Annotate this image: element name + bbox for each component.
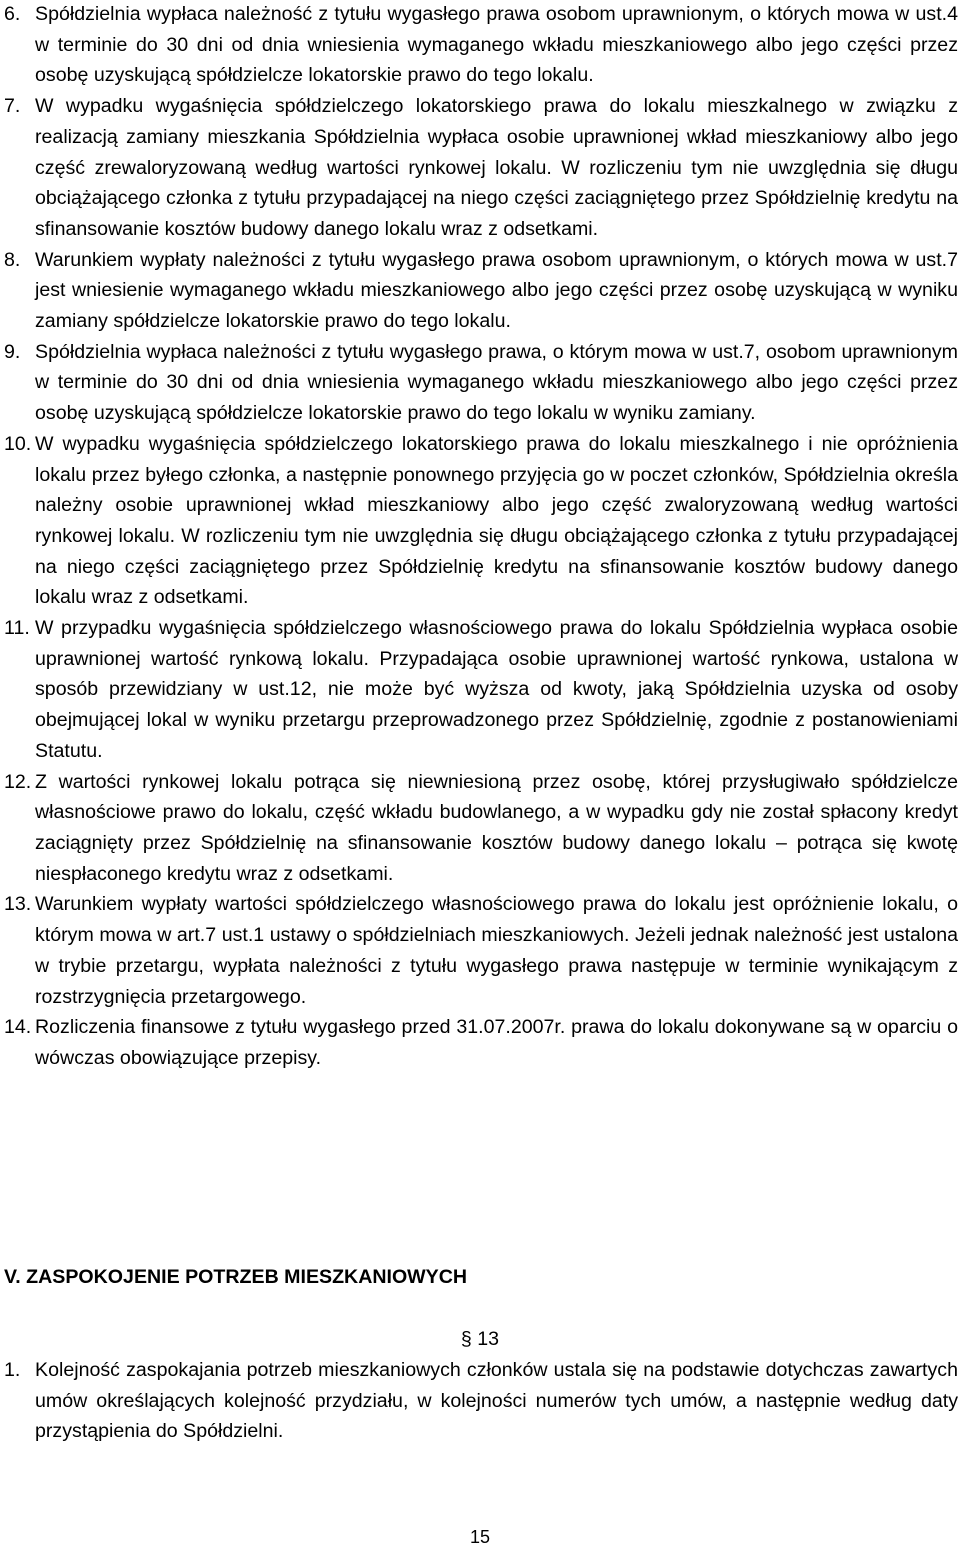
section-heading: V. ZASPOKOJENIE POTRZEB MIESZKANIOWYCH — [4, 1266, 468, 1288]
list-item — [0, 337, 960, 429]
list-item — [0, 613, 960, 767]
list-item — [0, 1012, 960, 1073]
list-item — [0, 0, 960, 91]
item-number: 6. — [4, 3, 21, 25]
item-text: Rozliczenia finansowe z tytułu wygasłego przed 31.07.2007r. prawa do lokalu dokonywane są w oparciu o wówczas obowiązujące przepisy. — [35, 1016, 958, 1069]
list-item — [0, 767, 960, 890]
item-text: Warunkiem wypłaty należności z tytułu wygasłego prawa osobom uprawnionym, o których mowa w ust.7 jest wniesienie wymaganego wkładu mieszkaniowego albo jego części przez osobę uzyskującą w wyniku zamiany spółdzielcze lokatorskie prawo do tego lokalu. — [35, 248, 958, 333]
paragraph-mark: § 13 — [460, 1328, 500, 1350]
item-number: 8. — [4, 248, 21, 271]
item-number: 1. — [4, 1359, 21, 1381]
item-number: 14. — [4, 1016, 32, 1039]
item-number: 7. — [4, 95, 21, 118]
item-text: W wypadku wygaśnięcia spółdzielczego lokatorskiego prawa do lokalu mieszkalnego i nie opróżnienia lokalu przez byłego członka, a następnie ponownego przyjęcia go w poczet członków, Spółdzielnia określa należny osobie uprawnionej wkład mieszkaniowy albo jego część zwaloryzowaną według wartości rynkowej lokalu. W rozliczeniu tym nie uwzględnia się długu obciążającego członka z tytułu przypadającej na niego części zaciągniętego przez Spółdzielnię kredytu na sfinansowanie kosztów budowy danego lokalu wraz z odsetkami. — [35, 432, 958, 609]
item-text: Z wartości rynkowej lokalu potrąca się niewniesioną przez osobę, której przysługiwało spółdzielcze własnościowe prawo do lokalu, część wkładu budowlanego, a w wypadku gdy nie został spłacony kredyt zaciągnięty przez Spółdzielnię na sfinansowanie kosztów budowy danego lokalu – potrąca się kwotę niespłaconego kredytu wraz z odsetkami. — [35, 770, 958, 885]
list-item — [0, 429, 960, 613]
item-text: W wypadku wygaśnięcia spółdzielczego lokatorskiego prawa do lokalu mieszkalnego w związku z realizacją zamiany mieszkania Spółdzielnia wypłaca osobie uprawnionej wkład mieszkaniowy albo jego część zrewaloryzowaną według wartości rynkowej lokalu. W rozliczeniu tym nie uwzględnia się długu obciążającego członka z tytułu przypadającej na niego części zaciągniętego przez Spółdzielnię kredytu na sfinansowanie kosztów budowy danego lokalu wraz z odsetkami. — [35, 95, 958, 240]
item-number: 11. — [4, 617, 30, 640]
item-number: 10. — [4, 432, 32, 455]
item-text: Spółdzielnia wypłaca należności z tytułu wygasłego prawa, o którym mowa w ust.7, osobom uprawnionym w terminie do 30 dni od dnia wniesienia wymaganego wkładu mieszkaniowego albo jego części przez osobę uzyskującą spółdzielcze lokatorskie prawo do tego lokalu w wyniku zamiany. — [35, 340, 958, 425]
list-item — [0, 91, 960, 245]
item-number: 12. — [4, 770, 32, 793]
item-text: Spółdzielnia wypłaca należność z tytułu wygasłego prawa osobom uprawnionym, o których mowa w ust.4 w terminie do 30 dni od dnia wniesienia wymaganego wkładu mieszkaniowego albo jego części przez osobę uzyskującą spółdzielcze lokatorskie prawo do tego lokalu. — [35, 3, 958, 87]
item-text: Warunkiem wypłaty wartości spółdzielczego własnościowego prawa do lokalu jest opróżnienie lokalu, o którym mowa w art.7 ust.1 ustawy o spółdzielniach mieszkaniowych. Jeżeli jednak należność jest ustalona w trybie przetargu, wypłata należności z tytułu wygasłego prawa następuje w terminie wynikającym z rozstrzygnięcia przetargowego. — [35, 893, 958, 1008]
item-number: 9. — [4, 340, 21, 363]
item-number: 13. — [4, 893, 32, 916]
item-text: W przypadku wygaśnięcia spółdzielczego własnościowego prawa do lokalu Spółdzielnia wypłaca osobie uprawnionej wartość rynkową lokalu. Przypadająca osobie uprawnionej wartość rynkowa, ustalona w sposób przewidziany w ust.12, nie może być wyższa od kwoty, jaką Spółdzielnia uzyska od osoby obejmującej lokal w wyniku przetargu przeprowadzonego przez Spółdzielnię, zgodnie z postanowieniami Statutu. — [35, 617, 958, 762]
list-item — [0, 889, 960, 1012]
page-number: 15 — [469, 1527, 491, 1547]
list-item — [0, 245, 960, 337]
section-numbered-list — [0, 1355, 960, 1447]
list-item — [0, 1355, 960, 1447]
item-text: Kolejność zaspokajania potrzeb mieszkaniowych członków ustala się na podstawie dotychczas zawartych umów określających kolejność przydziału, w kolejności numerów tych umów, a następnie według daty przystąpienia do Spółdzielni. — [35, 1359, 958, 1443]
